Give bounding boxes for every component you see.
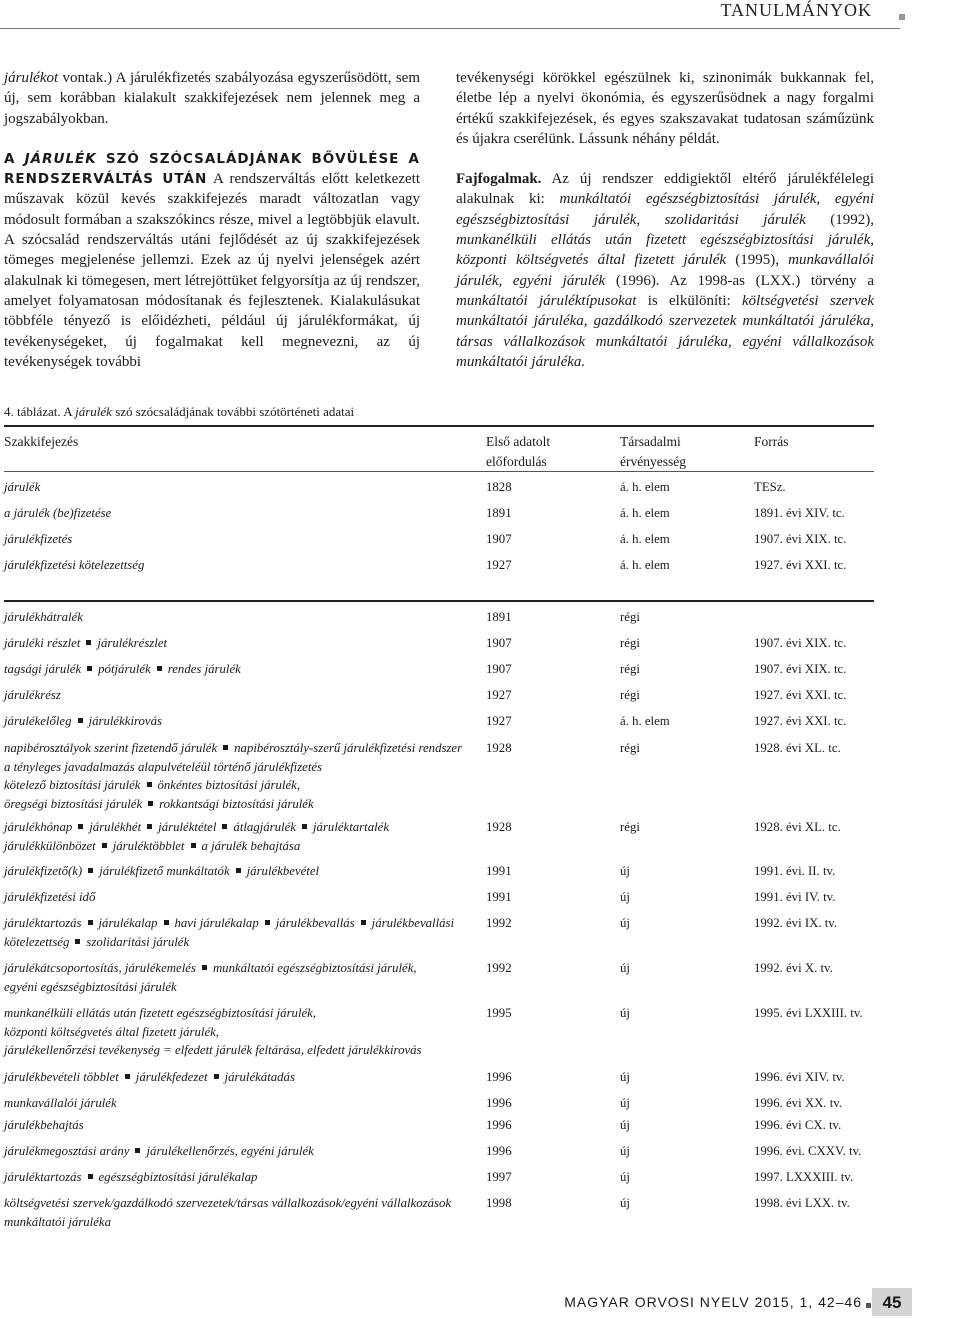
term-cell bbox=[4, 1068, 474, 1087]
term-text: szolidaritási járulék bbox=[86, 934, 190, 949]
term-text: egészségbiztosítási járulékalap bbox=[98, 1170, 258, 1184]
source-cell: 1996. évi XX. tv. bbox=[754, 1096, 843, 1110]
term-text: járulékbevétel bbox=[246, 864, 320, 878]
term-line bbox=[4, 739, 474, 758]
year-cell: 1927 bbox=[486, 714, 512, 728]
header-validity: Társadalmi érvényesség bbox=[620, 434, 686, 469]
term-line bbox=[4, 914, 474, 933]
source-cell: 1927. évi XXI. tc. bbox=[754, 714, 847, 728]
source-cell: 1907. évi XIX. tc. bbox=[754, 636, 847, 650]
term-line bbox=[4, 1023, 474, 1042]
separator-square-icon bbox=[236, 868, 241, 873]
term-text: rokkantsági biztosítási járulék bbox=[159, 796, 314, 811]
source-cell: 1996. évi CX. tv. bbox=[754, 1118, 842, 1132]
validity-cell: új bbox=[620, 1006, 630, 1020]
term-line bbox=[4, 933, 474, 952]
term-text: járuléktétel bbox=[158, 820, 217, 834]
term-line bbox=[4, 862, 474, 881]
year-cell: 1992 bbox=[486, 961, 512, 975]
right-column bbox=[456, 68, 874, 372]
term-text: járulékfedezet bbox=[135, 1070, 208, 1084]
separator-square-icon bbox=[88, 1174, 93, 1179]
year-cell: 1991 bbox=[486, 890, 512, 904]
header-term: Szakkifejezés bbox=[4, 434, 79, 449]
term-text: munkanélküli ellátás után fizetett egészségbiztosítási járulék, bbox=[4, 1006, 317, 1020]
source-cell: 1891. évi XIV. tc. bbox=[754, 506, 845, 520]
term-line bbox=[4, 660, 474, 679]
term-cell bbox=[4, 686, 474, 705]
validity-cell: á. h. elem bbox=[620, 506, 670, 520]
validity-cell: régi bbox=[620, 610, 640, 624]
section-heading: A JÁRULÉK SZÓ SZÓCSALÁDJÁNAK BŐVÜLÉSE A RENDSZERVÁLTÁS UTÁN bbox=[4, 150, 420, 188]
source-cell: 1996. évi XIV. tv. bbox=[754, 1070, 845, 1084]
term-text: járulékmegosztási arány bbox=[4, 1144, 130, 1158]
source-cell: 1996. évi. CXXV. tv. bbox=[754, 1144, 862, 1158]
source-cell: 1992. évi X. tv. bbox=[754, 961, 833, 975]
source-cell: 1907. évi XIX. tc. bbox=[754, 532, 847, 546]
term-text: tagsági járulék bbox=[4, 662, 82, 676]
term-text: járulékátcsoportosítás, járulékemelés bbox=[4, 961, 196, 975]
validity-cell: régi bbox=[620, 741, 640, 755]
year-cell: 1996 bbox=[486, 1070, 512, 1084]
term-cell bbox=[4, 914, 474, 951]
term-text: költségvetési szervek/gazdálkodó szervezetek/társas vállalkozások/egyéni vállalkozások bbox=[4, 1196, 452, 1210]
term-text: öregségi biztosítási járulék bbox=[4, 796, 143, 811]
term-text: járuléktartozás bbox=[4, 916, 82, 930]
table-caption: 4. táblázat. A járulék szó szócsaládjának további szótörténeti adatai bbox=[4, 404, 355, 419]
term-cell bbox=[4, 556, 474, 575]
source-cell: 1927. évi XXI. tc. bbox=[754, 688, 847, 702]
term-cell bbox=[4, 504, 474, 523]
separator-square-icon bbox=[148, 801, 153, 806]
separator-square-icon bbox=[157, 666, 162, 671]
validity-cell: á. h. elem bbox=[620, 714, 670, 728]
separator-square-icon bbox=[222, 824, 227, 829]
year-cell: 1997 bbox=[486, 1170, 512, 1184]
table-top-rule bbox=[4, 425, 874, 427]
term-line bbox=[4, 1004, 474, 1023]
term-line bbox=[4, 1094, 474, 1113]
year-cell: 1996 bbox=[486, 1096, 512, 1110]
term-text: önkéntes biztosítási járulék, bbox=[157, 778, 301, 792]
validity-cell: régi bbox=[620, 820, 640, 834]
separator-square-icon bbox=[86, 640, 91, 645]
right-paragraph-1: tevékenységi körökkel egészülnek ki, szinonimák bukkannak fel, életbe lép a nyelvi ökonómia, és egyszerűsödnek a nagy forgalmi értékű szakkifejezések, és egyes szakszavakat tudatosan száműzünk és újakra cserélünk. Lássunk néhány példát. bbox=[456, 70, 874, 147]
validity-cell: új bbox=[620, 961, 630, 975]
header-square-icon bbox=[899, 14, 905, 20]
separator-square-icon bbox=[302, 824, 307, 829]
term-text: a tényleges javadalmazás alapulvételéül történő járulékfizetés bbox=[4, 759, 323, 774]
term-text: járulékhátralék bbox=[4, 610, 83, 624]
term-line bbox=[4, 634, 474, 653]
term-line bbox=[4, 758, 474, 777]
term-text: járulékhét bbox=[89, 820, 142, 834]
term-text: központi költségvetés által fizetett járulék, bbox=[4, 1024, 220, 1039]
term-text: egyéni egészségbiztosítási járulék bbox=[4, 979, 177, 994]
term-cell bbox=[4, 1194, 474, 1231]
term-cell bbox=[4, 634, 474, 653]
term-text: járulékbevallási bbox=[371, 916, 455, 930]
term-cell bbox=[4, 478, 474, 497]
term-cell bbox=[4, 818, 474, 855]
header-rule-line bbox=[4, 471, 874, 472]
validity-cell: új bbox=[620, 1118, 630, 1132]
term-line bbox=[4, 608, 474, 627]
source-cell: 1995. évi LXXIII. tv. bbox=[754, 1006, 863, 1020]
term-text: napibérosztályok szerint fizetendő járulék bbox=[4, 741, 218, 755]
separator-square-icon bbox=[87, 666, 92, 671]
term-line bbox=[4, 1116, 474, 1135]
source-cell: 1927. évi XXI. tc. bbox=[754, 558, 847, 572]
year-cell: 1928 bbox=[486, 820, 512, 834]
validity-cell: régi bbox=[620, 636, 640, 650]
term-text: pótjárulék bbox=[98, 662, 151, 676]
term-text: járulékellenőrzés, egyéni járulék bbox=[146, 1144, 314, 1158]
term-text: munkavállalói járulék bbox=[4, 1096, 117, 1110]
page-number: 45 bbox=[872, 1288, 912, 1316]
year-cell: 1828 bbox=[486, 480, 512, 494]
separator-square-icon bbox=[191, 843, 196, 848]
header-rule bbox=[0, 28, 900, 29]
term-text: a járulék behajtása bbox=[201, 838, 301, 853]
left-paragraph-2: A JÁRULÉK SZÓ SZÓCSALÁDJÁNAK BŐVÜLÉSE A RENDSZERVÁLTÁS UTÁN A rendszerváltás előtt keletkezett műszavak közül kevés szakkifejezés maradt változatlan vagy módosult formában a szakszókincs része, mivel a legtöbbjük elavult. A szócsalád rendszerváltás utáni fejlődését az új szakkifejezések tömeges megjelenése jellemzi. Ezek az új nyelvi jelenségek azért alakulnak ki tömegesen, mert létrejöttüket felgyorsítja az új rendszer, amelyet folyamatosan módosítanak és fejlesztenek. Kialakulásukat többféle tényező is előidézheti, például új járulékformákat, új tevékenységeket, új fogalmakat kell megnevezni, az új tevékenységek további bbox=[4, 150, 420, 370]
term-text: járulék bbox=[4, 480, 41, 494]
term-cell bbox=[4, 739, 474, 813]
term-cell bbox=[4, 888, 474, 907]
separator-square-icon bbox=[78, 824, 83, 829]
source-cell: 1992. évi IX. tv. bbox=[754, 916, 838, 930]
source-cell: 1997. LXXXIII. tv. bbox=[754, 1170, 854, 1184]
right-paragraph-2: Fajfogalmak. Az új rendszer eddigiektől eltérő járulékfélelegi alakulnak ki: munkáltatói egészségbiztosítási járulék, egyéni egészségbiztosítási járulék, szolidaritási járulék (1992), munkanélküli ellátás után fizetett egészségbiztosítási járulék, központi költségvetés által fizetett járulék (1995), munkavállalói járulék, egyéni járulék (1996). Az 1998-as (LXX.) törvény a munkáltatói járuléktípusokat is elkülöníti: költségvetési szervek munkáltatói járuléka, gazdálkodó szervezetek munkáltatói járuléka, társas vállalkozások munkáltatói járuléka, egyéni vállalkozások munkáltatói járuléka. bbox=[456, 171, 875, 370]
term-text: járulékbevallás bbox=[275, 916, 355, 930]
table-group-separator bbox=[4, 600, 874, 602]
term-text: járulékfizetési idő bbox=[4, 890, 96, 904]
validity-cell: új bbox=[620, 890, 630, 904]
term-text: járulékkirovás bbox=[88, 714, 162, 728]
term-text: átlagjárulék bbox=[233, 820, 296, 834]
term-cell bbox=[4, 530, 474, 549]
term-cell bbox=[4, 608, 474, 627]
separator-square-icon bbox=[223, 745, 228, 750]
term-text: járulékátadás bbox=[224, 1070, 295, 1084]
validity-cell: új bbox=[620, 1070, 630, 1084]
separator-square-icon bbox=[88, 920, 93, 925]
header-source: Forrás bbox=[754, 434, 789, 449]
term-line bbox=[4, 556, 474, 575]
validity-cell: új bbox=[620, 864, 630, 878]
term-text: járuléktartalék bbox=[312, 820, 390, 834]
term-line bbox=[4, 837, 474, 856]
journal-citation: MAGYAR ORVOSI NYELV 2015, 1, 42–46 bbox=[564, 1294, 862, 1310]
term-text: járulékfizetés bbox=[4, 532, 73, 546]
year-cell: 1927 bbox=[486, 688, 512, 702]
source-cell: TESz. bbox=[754, 480, 786, 494]
term-text: járulékrész bbox=[4, 688, 61, 702]
term-line bbox=[4, 1168, 474, 1187]
year-cell: 1891 bbox=[486, 506, 512, 520]
year-cell: 1891 bbox=[486, 610, 512, 624]
term-line bbox=[4, 1194, 474, 1213]
source-cell: 1991. évi. II. tv. bbox=[754, 864, 836, 878]
term-text: járulékrészlet bbox=[97, 636, 168, 650]
term-line bbox=[4, 1068, 474, 1087]
validity-cell: á. h. elem bbox=[620, 558, 670, 572]
term-line bbox=[4, 530, 474, 549]
source-cell: 1991. évi IV. tv. bbox=[754, 890, 836, 904]
year-cell: 1907 bbox=[486, 532, 512, 546]
term-text: kötelezettség bbox=[4, 934, 70, 949]
source-cell: 1907. évi XIX. tc. bbox=[754, 662, 847, 676]
separator-square-icon bbox=[147, 782, 152, 787]
term-cell bbox=[4, 1142, 474, 1161]
source-cell: 1928. évi XL. tc. bbox=[754, 820, 841, 834]
term-cell bbox=[4, 1094, 474, 1113]
term-text: járulékhónap bbox=[4, 820, 73, 834]
validity-cell: régi bbox=[620, 662, 640, 676]
term-text: rendes járulék bbox=[167, 662, 241, 676]
term-line bbox=[4, 795, 474, 814]
term-cell bbox=[4, 1116, 474, 1135]
validity-cell: új bbox=[620, 1170, 630, 1184]
separator-square-icon bbox=[125, 1074, 130, 1079]
year-cell: 1998 bbox=[486, 1196, 512, 1210]
separator-square-icon bbox=[214, 1074, 219, 1079]
term-text: munkáltatói járuléka bbox=[4, 1214, 111, 1229]
year-cell: 1991 bbox=[486, 864, 512, 878]
term-cell bbox=[4, 959, 474, 996]
year-cell: 1927 bbox=[486, 558, 512, 572]
term-text: járulékkülönbözet bbox=[4, 838, 96, 853]
term-text: járuléki részlet bbox=[4, 636, 81, 650]
separator-square-icon bbox=[265, 920, 270, 925]
separator-square-icon bbox=[88, 868, 93, 873]
term-text: a járulék (be)fizetése bbox=[4, 506, 112, 520]
year-cell: 1907 bbox=[486, 662, 512, 676]
term-cell bbox=[4, 1004, 474, 1060]
term-cell bbox=[4, 862, 474, 881]
term-line bbox=[4, 776, 474, 795]
validity-cell: régi bbox=[620, 688, 640, 702]
term-cell bbox=[4, 660, 474, 679]
term-text: járulékbevételi többlet bbox=[4, 1070, 119, 1084]
separator-square-icon bbox=[135, 1148, 140, 1153]
left-paragraph-1: járulékot vontak.) A járulékfizetés szabályozása egyszerűsödött, sem új, sem korábban kialakult szakkifejezések nem jelennek meg a jogszabályokban. bbox=[4, 70, 420, 127]
term-line bbox=[4, 712, 474, 731]
term-text: járulékbehajtás bbox=[4, 1118, 84, 1132]
separator-square-icon bbox=[102, 843, 107, 848]
term-text: járuléktöbblet bbox=[112, 838, 185, 853]
term-text: járulékfizető(k) bbox=[4, 864, 83, 878]
term-line bbox=[4, 888, 474, 907]
term-line bbox=[4, 1041, 474, 1060]
left-column bbox=[4, 68, 420, 372]
source-cell: 1998. évi LXX. tv. bbox=[754, 1196, 850, 1210]
term-line bbox=[4, 1213, 474, 1232]
validity-cell: új bbox=[620, 1196, 630, 1210]
separator-square-icon bbox=[147, 824, 152, 829]
term-text: járulékfizető munkáltatók bbox=[99, 864, 230, 878]
year-cell: 1992 bbox=[486, 916, 512, 930]
term-line bbox=[4, 978, 474, 997]
term-text: havi járulékalap bbox=[174, 916, 259, 930]
header-first-occurrence: Első adatolt előfordulás bbox=[486, 434, 551, 469]
footer-square-icon bbox=[866, 1303, 871, 1308]
validity-cell: új bbox=[620, 1096, 630, 1110]
separator-square-icon bbox=[361, 920, 366, 925]
term-text: járulékfizetési kötelezettség bbox=[4, 558, 145, 572]
term-text: járulékellenőrzési tevékenység = elfedett járulék feltárása, elfedett járulékkirovás bbox=[4, 1043, 422, 1057]
separator-square-icon bbox=[75, 939, 80, 944]
term-text: kötelező biztosítási járulék bbox=[4, 778, 141, 792]
year-cell: 1907 bbox=[486, 636, 512, 650]
section-label: TANULMÁNYOK bbox=[720, 0, 872, 20]
year-cell: 1995 bbox=[486, 1006, 512, 1020]
validity-cell: új bbox=[620, 916, 630, 930]
separator-square-icon bbox=[202, 965, 207, 970]
validity-cell: új bbox=[620, 1144, 630, 1158]
separator-square-icon bbox=[164, 920, 169, 925]
term-line bbox=[4, 686, 474, 705]
validity-cell: á. h. elem bbox=[620, 532, 670, 546]
term-cell bbox=[4, 1168, 474, 1187]
term-text: járuléktartozás bbox=[4, 1170, 82, 1184]
separator-square-icon bbox=[78, 718, 83, 723]
year-cell: 1928 bbox=[486, 741, 512, 755]
term-line bbox=[4, 1142, 474, 1161]
term-text: járulékalap bbox=[98, 916, 158, 930]
term-cell bbox=[4, 712, 474, 731]
year-cell: 1996 bbox=[486, 1144, 512, 1158]
term-line bbox=[4, 504, 474, 523]
source-cell: 1928. évi XL. tc. bbox=[754, 741, 841, 755]
validity-cell: á. h. elem bbox=[620, 480, 670, 494]
term-text: járulékelőleg bbox=[4, 714, 72, 728]
term-line bbox=[4, 478, 474, 497]
term-text: munkáltatói egészségbiztosítási járulék, bbox=[212, 961, 417, 975]
term-text: napibérosztály-szerű járulékfizetési rendszer bbox=[234, 741, 463, 755]
year-cell: 1996 bbox=[486, 1118, 512, 1132]
term-line bbox=[4, 959, 474, 978]
term-line bbox=[4, 818, 474, 837]
